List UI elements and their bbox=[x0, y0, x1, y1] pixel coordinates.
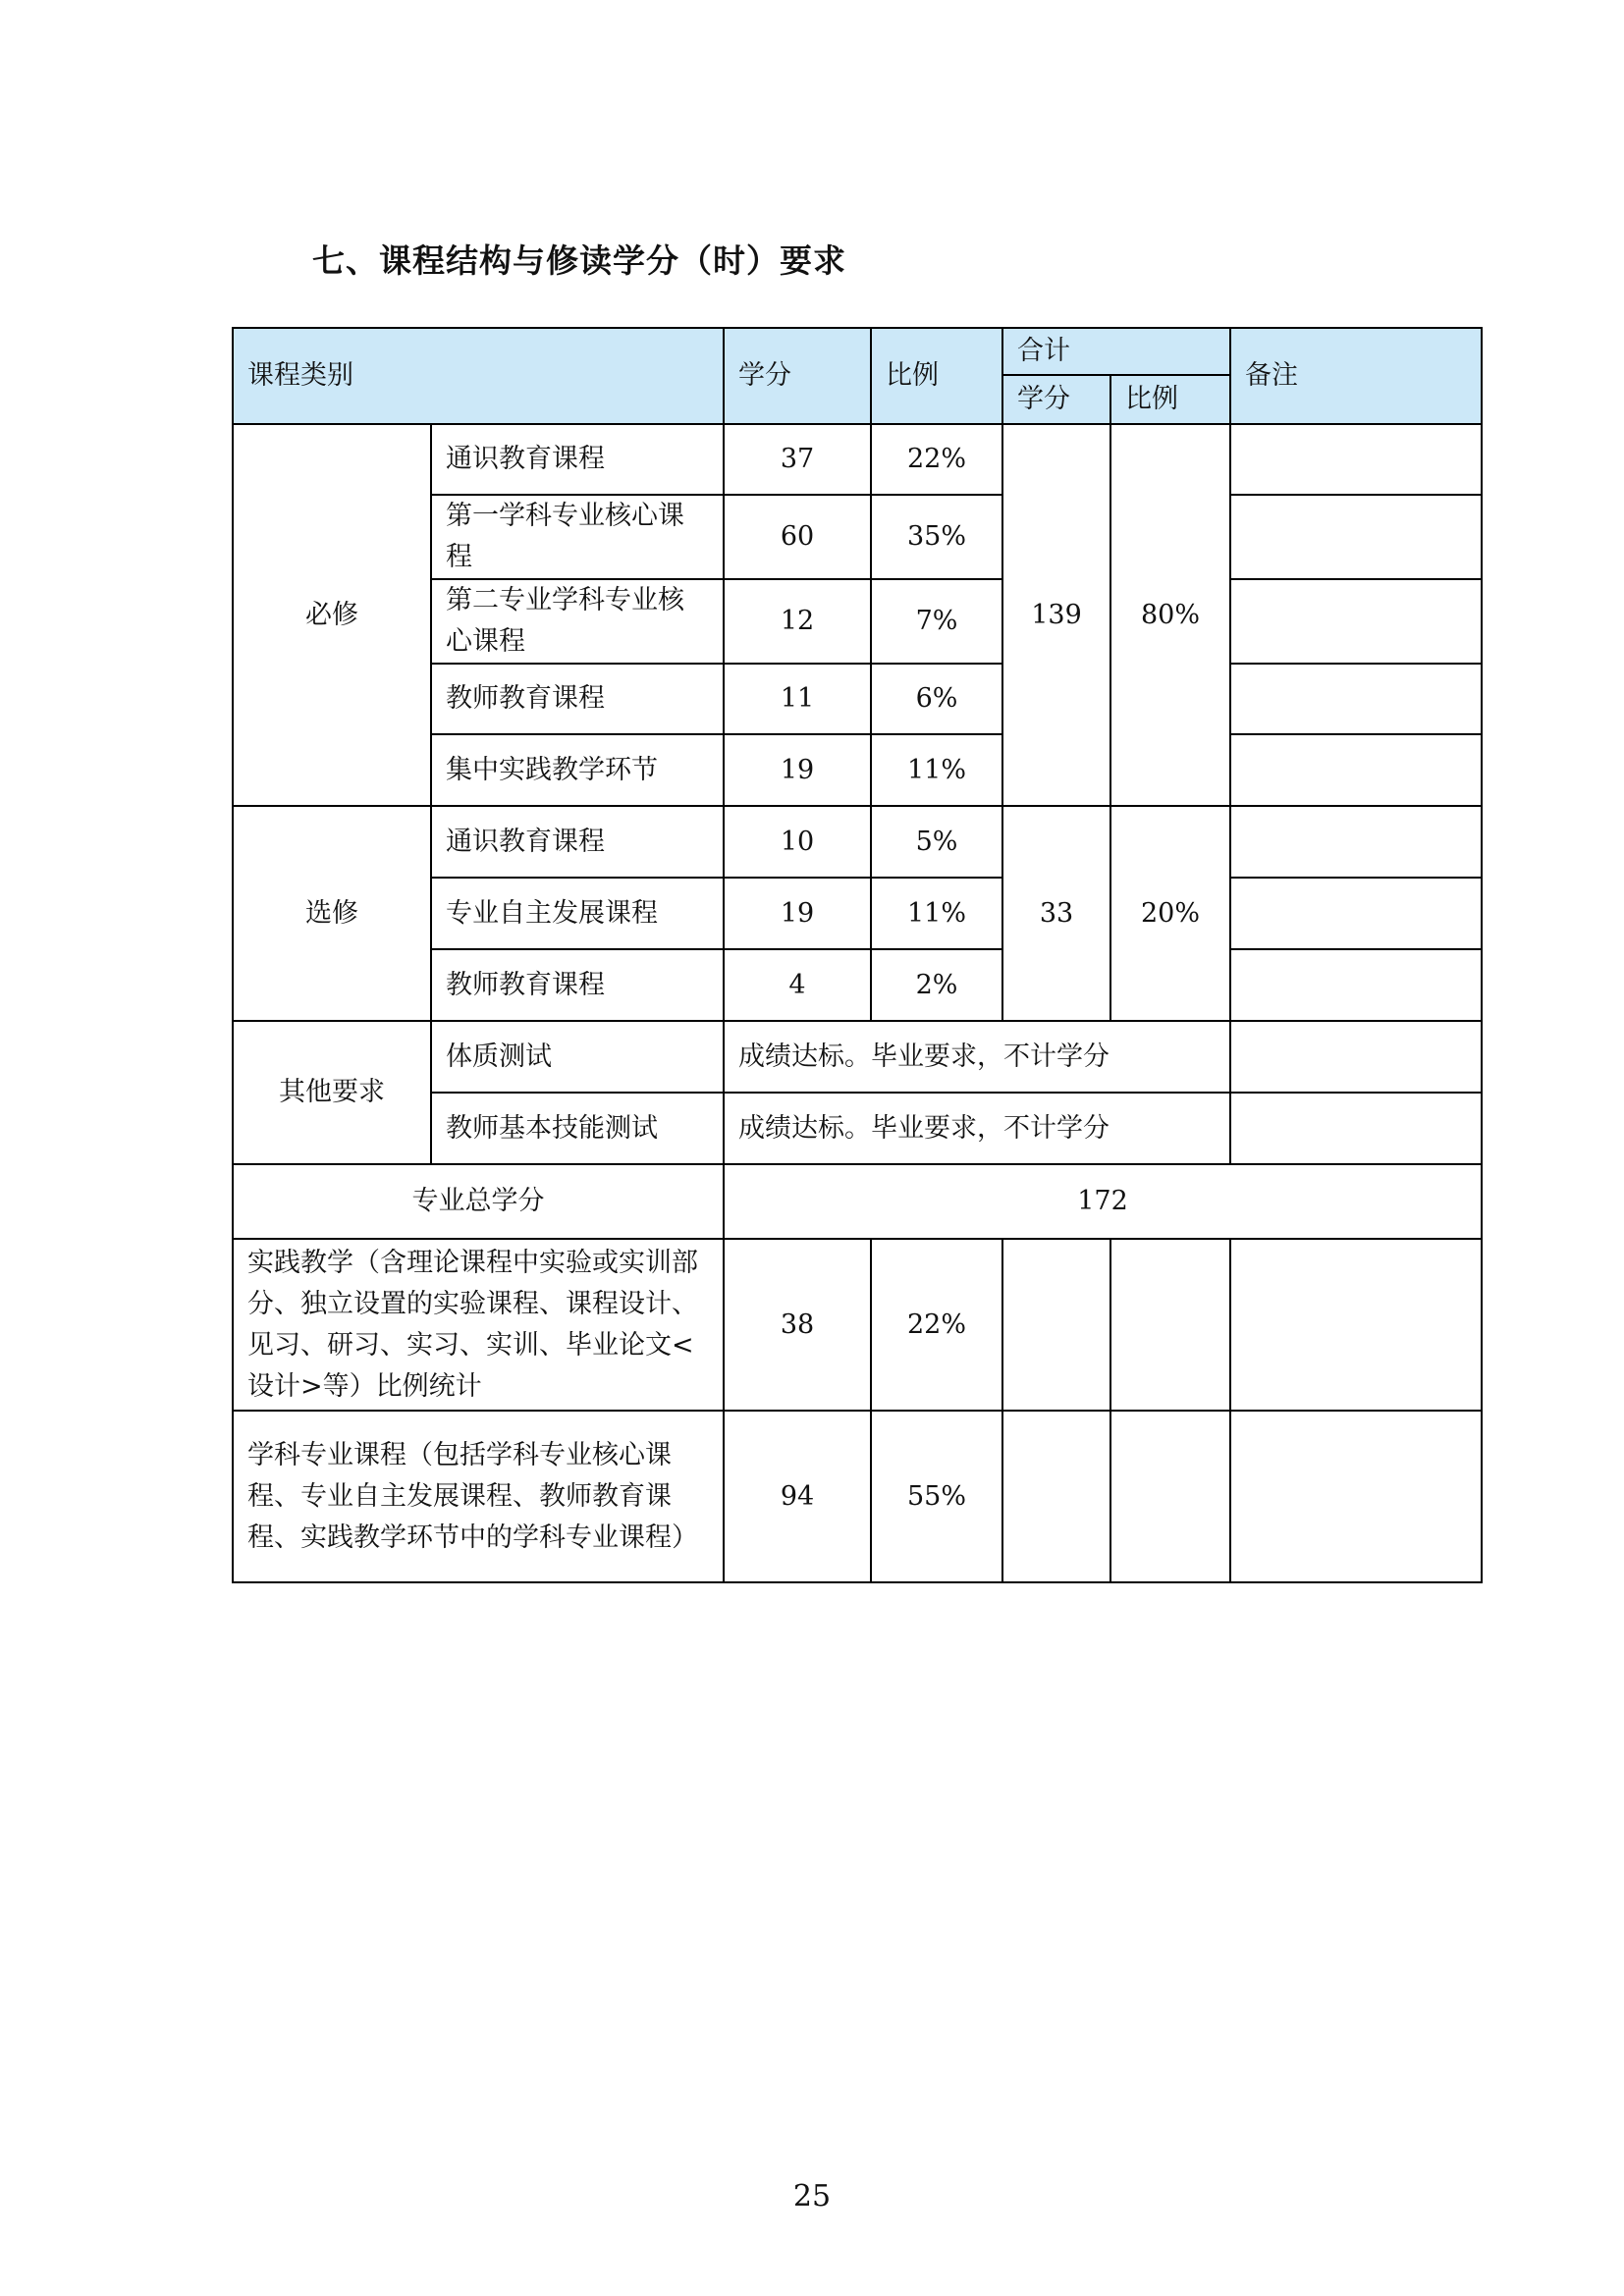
other-label: 其他要求 bbox=[233, 1021, 431, 1164]
header-total-credits: 学分 bbox=[1002, 375, 1110, 424]
empty-cell bbox=[1110, 1411, 1230, 1582]
ratio-cell: 2% bbox=[871, 949, 1002, 1021]
course-name: 第一学科专业核心课程 bbox=[431, 495, 724, 579]
remarks-cell bbox=[1230, 1411, 1482, 1582]
requirement-name: 体质测试 bbox=[431, 1021, 724, 1093]
table-row bbox=[233, 1411, 1482, 1582]
elective-total-credits: 33 bbox=[1002, 806, 1110, 1021]
required-total-ratio: 80% bbox=[1110, 424, 1230, 806]
credits-cell: 37 bbox=[724, 424, 871, 495]
table-row bbox=[233, 806, 1482, 878]
header-remarks: 备注 bbox=[1230, 328, 1482, 424]
table-row bbox=[233, 1021, 1482, 1093]
requirement-note: 成绩达标。毕业要求，不计学分 bbox=[724, 1093, 1230, 1164]
remarks-cell bbox=[1230, 949, 1482, 1021]
remarks-cell bbox=[1230, 1093, 1482, 1164]
ratio-cell: 35% bbox=[871, 495, 1002, 579]
section-heading: 七、课程结构与修读学分（时）要求 bbox=[312, 241, 846, 280]
credits-cell: 4 bbox=[724, 949, 871, 1021]
course-name: 通识教育课程 bbox=[431, 806, 724, 878]
remarks-cell bbox=[1230, 424, 1482, 495]
ratio-cell: 22% bbox=[871, 424, 1002, 495]
discipline-label: 学科专业课程（包括学科专业核心课程、专业自主发展课程、教师教育课程、实践教学环节中的学科专业课程） bbox=[233, 1411, 724, 1582]
course-name: 第二专业学科专业核心课程 bbox=[431, 579, 724, 664]
course-name: 教师教育课程 bbox=[431, 664, 724, 734]
remarks-cell bbox=[1230, 878, 1482, 949]
header-total: 合计 bbox=[1002, 328, 1230, 375]
remarks-cell bbox=[1230, 579, 1482, 664]
credits-cell: 19 bbox=[724, 878, 871, 949]
course-name: 专业自主发展课程 bbox=[431, 878, 724, 949]
table-row bbox=[233, 424, 1482, 495]
ratio-cell: 5% bbox=[871, 806, 1002, 878]
header-ratio: 比例 bbox=[871, 328, 1002, 424]
elective-total-ratio: 20% bbox=[1110, 806, 1230, 1021]
course-name: 通识教育课程 bbox=[431, 424, 724, 495]
table-row bbox=[233, 1239, 1482, 1411]
remarks-cell bbox=[1230, 664, 1482, 734]
ratio-cell: 11% bbox=[871, 878, 1002, 949]
total-value: 172 bbox=[724, 1164, 1482, 1239]
requirement-name: 教师基本技能测试 bbox=[431, 1093, 724, 1164]
total-row bbox=[233, 1164, 1482, 1239]
requirement-note: 成绩达标。毕业要求，不计学分 bbox=[724, 1021, 1230, 1093]
ratio-cell: 7% bbox=[871, 579, 1002, 664]
course-name: 集中实践教学环节 bbox=[431, 734, 724, 806]
header-category: 课程类别 bbox=[233, 328, 724, 424]
ratio-cell: 6% bbox=[871, 664, 1002, 734]
credits-cell: 12 bbox=[724, 579, 871, 664]
remarks-cell bbox=[1230, 1021, 1482, 1093]
credits-cell: 38 bbox=[724, 1239, 871, 1411]
credits-cell: 10 bbox=[724, 806, 871, 878]
remarks-cell bbox=[1230, 495, 1482, 579]
credits-cell: 60 bbox=[724, 495, 871, 579]
credits-cell: 11 bbox=[724, 664, 871, 734]
header-total-ratio: 比例 bbox=[1110, 375, 1230, 424]
ratio-cell: 11% bbox=[871, 734, 1002, 806]
elective-label: 选修 bbox=[233, 806, 431, 1021]
remarks-cell bbox=[1230, 806, 1482, 878]
empty-cell bbox=[1002, 1239, 1110, 1411]
credits-cell: 94 bbox=[724, 1411, 871, 1582]
remarks-cell bbox=[1230, 734, 1482, 806]
page-number: 25 bbox=[792, 2179, 832, 2214]
ratio-cell: 22% bbox=[871, 1239, 1002, 1411]
required-total-credits: 139 bbox=[1002, 424, 1110, 806]
empty-cell bbox=[1110, 1239, 1230, 1411]
required-label: 必修 bbox=[233, 424, 431, 806]
total-label: 专业总学分 bbox=[233, 1164, 724, 1239]
header-row bbox=[233, 328, 1482, 375]
course-structure-table bbox=[232, 327, 1483, 1583]
empty-cell bbox=[1002, 1411, 1110, 1582]
header-credits: 学分 bbox=[724, 328, 871, 424]
ratio-cell: 55% bbox=[871, 1411, 1002, 1582]
practice-label: 实践教学（含理论课程中实验或实训部分、独立设置的实验课程、课程设计、见习、研习、实习、实训、毕业论文<设计>等）比例统计 bbox=[233, 1239, 724, 1411]
credits-cell: 19 bbox=[724, 734, 871, 806]
remarks-cell bbox=[1230, 1239, 1482, 1411]
course-name: 教师教育课程 bbox=[431, 949, 724, 1021]
